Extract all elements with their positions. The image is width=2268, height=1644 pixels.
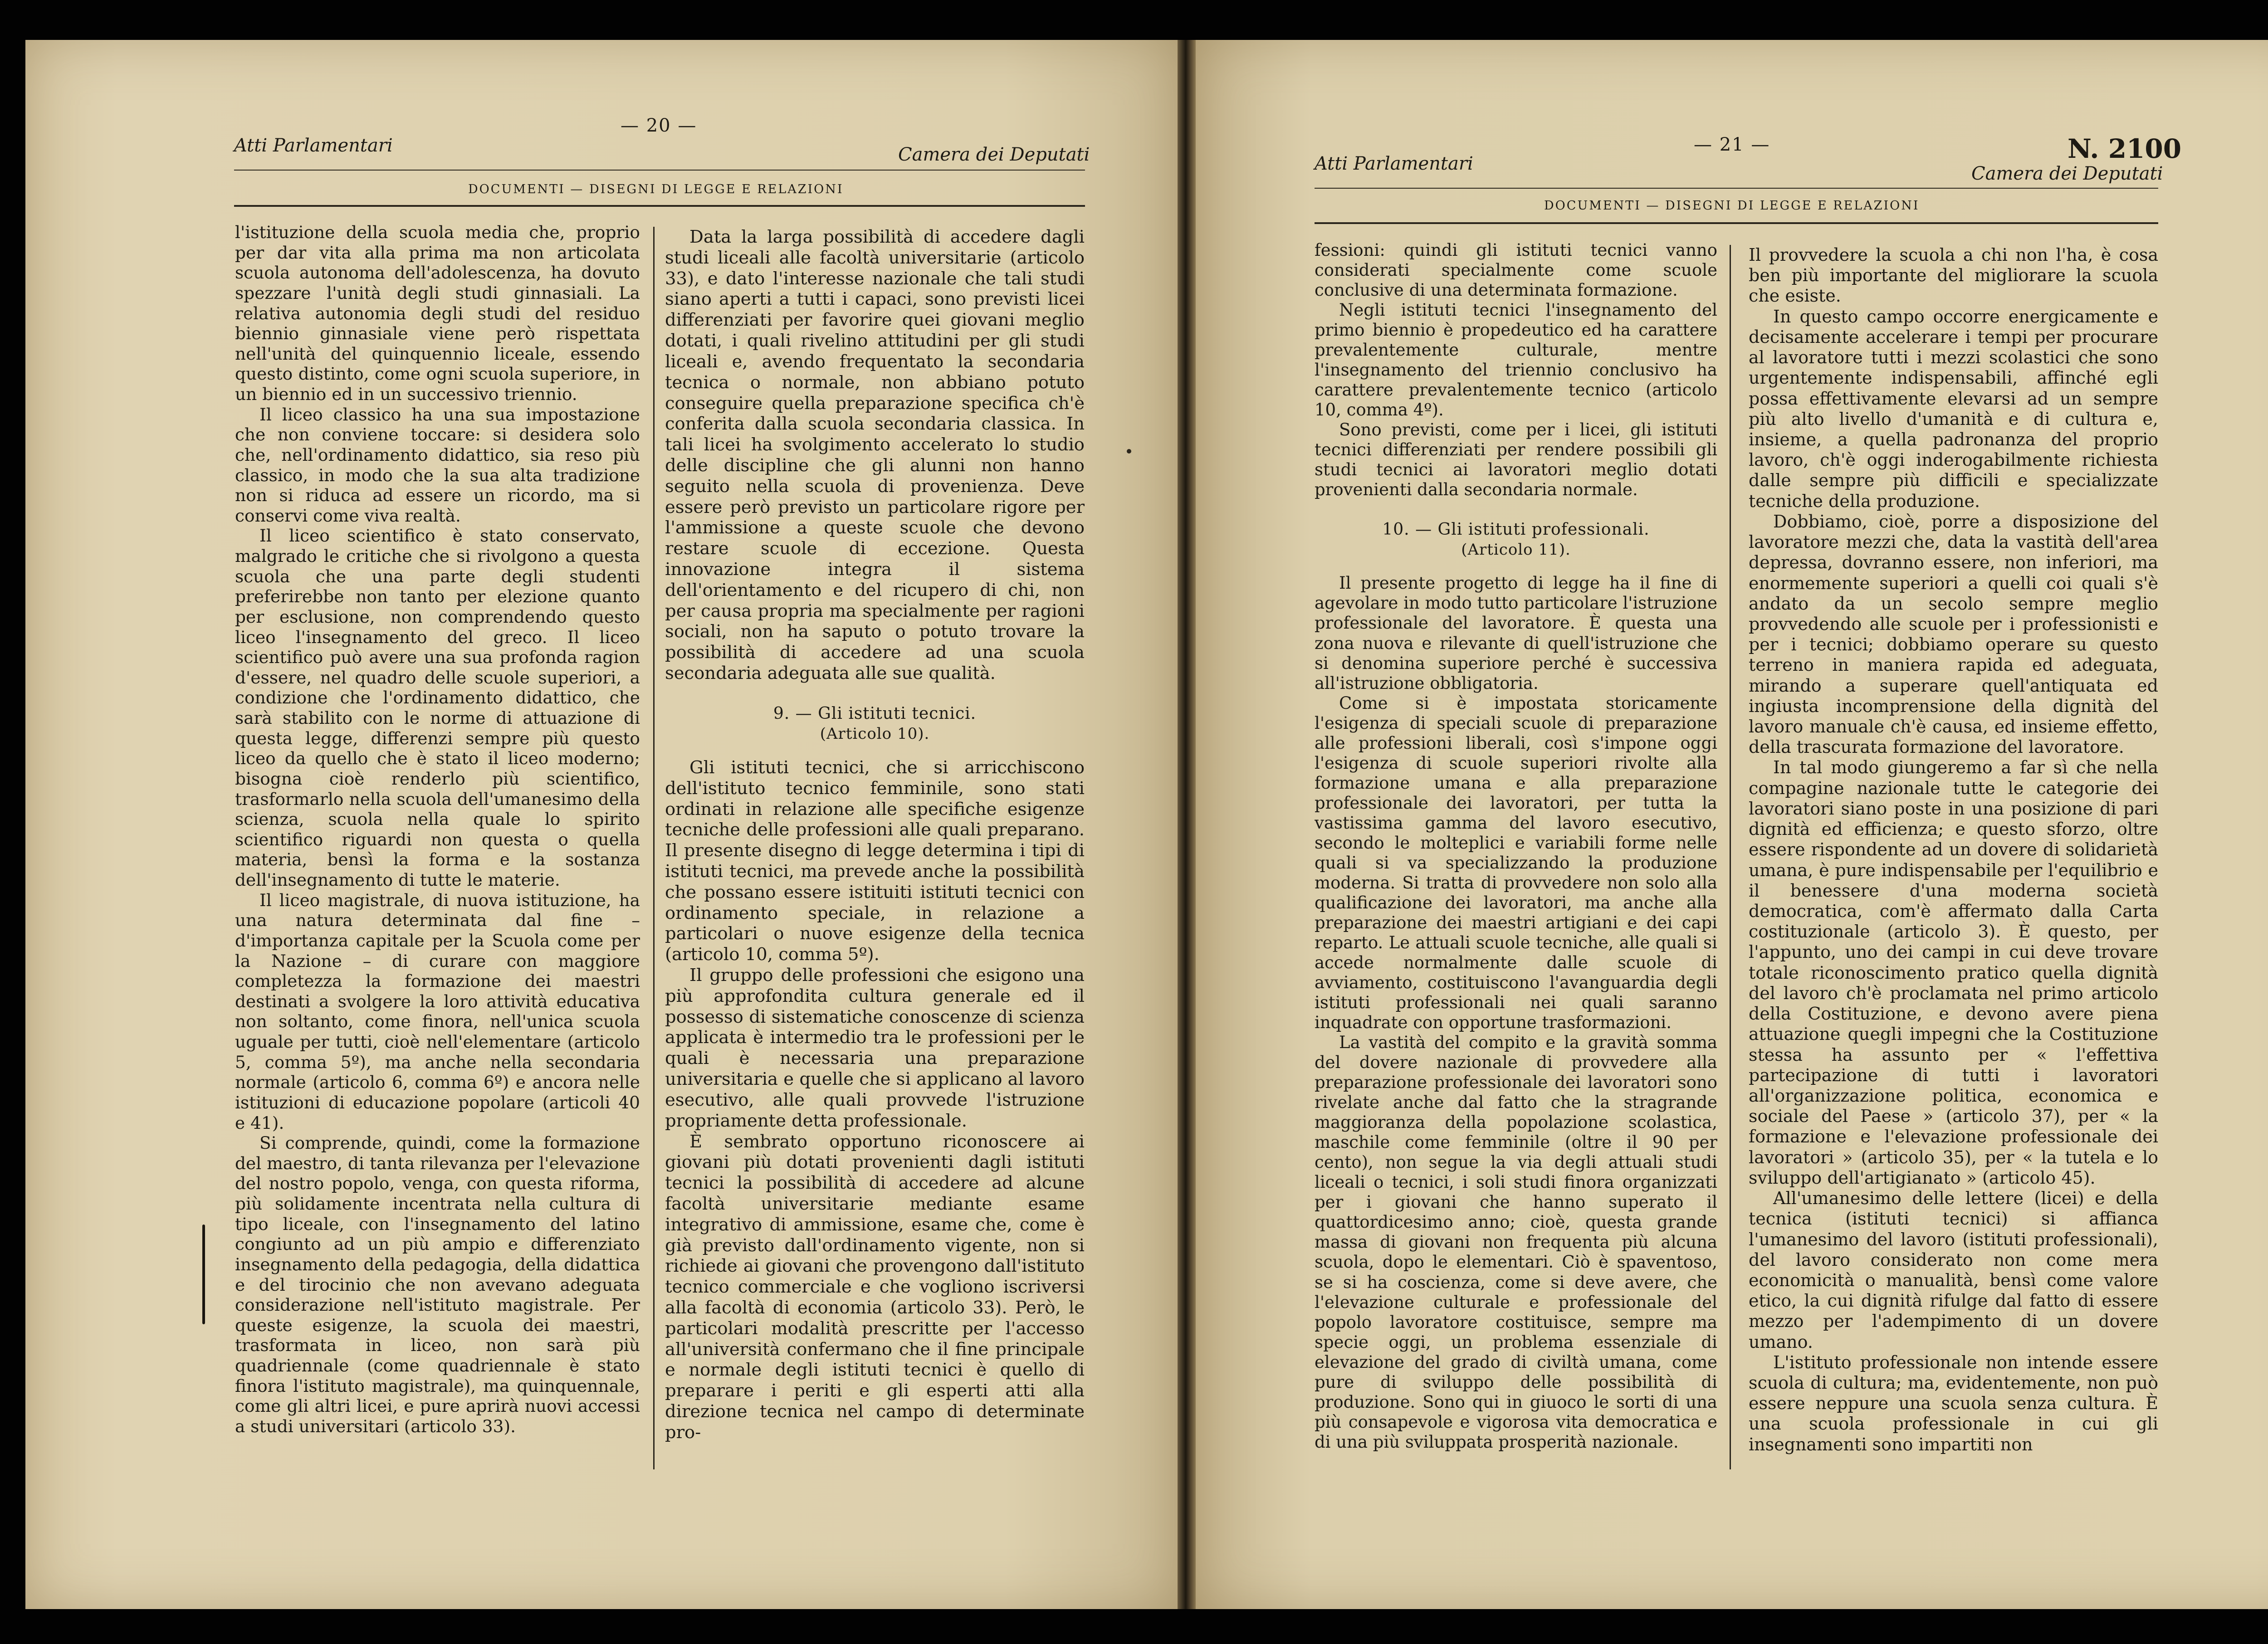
paragraph: Il liceo scientifico è stato conservato, malgrado le critiche che si rivolgono a questa scuola che una parte degli studenti preferirebbe non tanto per elezione quanto per esclusione, non comprendendo questo liceo l'insegnamento del greco. Il liceo scientifico può avere una sua profonda ragion d'essere, nel quadro delle scuole superiori, a condizione che l'ordinamento didattico, che sarà stabilito con le norme di attuazione di questa legge, differenzi sempre più questo liceo da quello che è stato il liceo moderno; bisogna cioè renderlo più scientifico, trasformarlo nella scuola dell'umanesimo della scienza, scuola nella quale lo spirito scientifico riguardi non questa o quella materia, bensì la forma e la sostanza dell'insegnamento di tutte le materie. — [235, 526, 640, 890]
chamber-title: Camera dei Deputati — [898, 144, 1090, 165]
chamber-title: Camera dei Deputati — [1971, 163, 2163, 184]
paragraph: l'istituzione della scuola media che, proprio per dar vita alla prima ma non articolata scuola autonoma dell'adolescenza, ha dovuto spezzare l'unità degli studi ginnasiali. La relativa autonomia degli studi del residuo biennio ginnasiale viene però rispettata nell'unità del quinquennio liceale, essendo questo distinto, come ogni scuola superiore, in un biennio ed in un successivo triennio. — [235, 222, 640, 404]
paragraph: All'umanesimo delle lettere (licei) e della tecnica (istituti tecnici) si affianca l'umanesimo del lavoro (istituti professionali), del lavoro considerato non come mera economicità o manualità, bensì come valore etico, la cui dignità rifulge dal fatto di essere mezzo per l'adempimento di un dovere umano. — [1749, 1188, 2158, 1352]
header-rule-top — [234, 170, 1085, 171]
publication-title: Atti Parlamentari — [1315, 153, 1473, 174]
section-10-heading — [1315, 520, 1717, 560]
document-number: N. 2100 — [2068, 133, 2182, 164]
section-10-article: (Articolo 11). — [1461, 541, 1571, 559]
paragraph: Gli istituti tecnici, che si arricchiscono dell'istituto tecnico femminile, sono stati ordinati in relazione alle specifiche esigenze tecniche delle professioni alle quali preparano. Il presente disegno di legge determina i tipi di istituti tecnici, ma prevede anche la possibilità che possano essere istituiti istituti tecnici con ordinamento speciale, in relazione a particolari o nuove esigenze della tecnica (articolo 10, comma 5º). — [665, 757, 1085, 965]
margin-mark — [202, 1224, 205, 1324]
page-number: — 21 — — [1694, 134, 1770, 155]
paragraph: Il liceo classico ha una sua impostazione che non conviene toccare: si desidera solo che, nell'ordinamento didattico, sia reso più classico, in modo che la sua alta tradizione non si riduca ad essere un ricordo, ma si conservi come viva realtà. — [235, 404, 640, 526]
header-rule-bottom — [234, 205, 1085, 207]
text-column-2 — [665, 227, 1085, 1469]
column-separator — [1730, 245, 1731, 1469]
text-column-3 — [1315, 240, 1717, 1474]
paragraph: Data la larga possibilità di accedere dagli studi liceali alle facoltà universitarie (articolo 33), e dato l'interesse nazionale che tali studi siano aperti a tutti i capaci, sono previsti licei differenziati per favorire quei giovani meglio dotati, i quali rivelino attitudini per gli studi liceali e, avendo frequentato la secondaria tecnica o normale, non abbiano potuto conseguire quella preparazione specifica ch'è conferita dalla scuola secondaria classica. In tali licei ha svolgimento accelerato lo studio delle discipline che gli alunni non hanno seguito nella scuola di provenienza. Deve essere però previsto un particolare rigore per l'ammissione a queste scuole che devono restare scuole di eccezione. Questa innovazione integra il sistema dell'orientamento e del ricupero di chi, non per causa propria ma specialmente per ragioni sociali, non ha saputo o potuto trovare la possibilità di accedere ad una scuola secondaria adeguata alle sue qualità. — [665, 227, 1085, 684]
paragraph: Si comprende, quindi, come la formazione del maestro, di tanta rilevanza per l'elevazione del nostro popolo, venga, con questa riforma, più solidamente incentrata nella cultura di tipo liceale, con l'insegnamento del latino congiunto ad un più ampio e differenziato insegnamento della pedagogia, della didattica e del tirocinio che non avevano adeguata considerazione nell'istituto magistrale. Per queste esigenze, la scuola dei maestri, trasformata in liceo, non sarà più quadriennale (come quadriennale è stato finora l'istituto magistrale), ma quinquennale, come gli altri licei, e pure aprirà nuovi accessi a studi universitari (articolo 33). — [235, 1133, 640, 1436]
column-separator — [653, 227, 655, 1469]
text-column-1 — [235, 222, 640, 1465]
ink-dot — [1127, 449, 1131, 454]
book-gutter — [1178, 40, 1196, 1609]
section-heading: DOCUMENTI — DISEGNI DI LEGGE E RELAZIONI — [468, 182, 844, 196]
header-rule-top — [1315, 188, 2158, 189]
section-9-title: 9. — Gli istituti tecnici. — [773, 704, 977, 723]
paragraph: Il presente progetto di legge ha il fine di agevolare in modo tutto particolare l'istruzione professionale del lavoratore. È questa una zona nuova e rilevante di quell'istruzione che si denomina superiore perché è successiva all'istruzione obbligatoria. — [1315, 573, 1717, 693]
section-heading: DOCUMENTI — DISEGNI DI LEGGE E RELAZIONI — [1544, 199, 1920, 213]
paragraph: La vastità del compito e la gravità somma del dovere nazionale di provvedere alla preparazione professionale dei lavoratori sono rivelate anche dal fatto che la stragrande maggioranza della popolazione scolastica, maschile come femminile (oltre il 90 per cento), non segue la via degli attuali studi liceali o tecnici, i soli studi finora organizzati per i giovani che hanno superato il quattordicesimo anno; cioè, questa grande massa di giovani non frequenta più alcuna scuola, dopo le elementari. Ciò è spaventoso, se si ha coscienza, come si deve avere, che l'elevazione culturale e professionale del popolo lavoratore costituisce, sempre ma specie oggi, un problema essenziale di elevazione del grado di civiltà umana, come pure di sviluppo delle possibilità di produzione. Sono qui in giuoco le sorti di una più consapevole e vigorosa vita democratica e di una più sviluppata prosperità nazionale. — [1315, 1033, 1717, 1452]
paragraph: Il liceo magistrale, di nuova istituzione, ha una natura determinata dal fine – d'importanza capitale per la Scuola come per la Nazione – di curare con maggiore completezza la formazione dei maestri destinati a svolgere la loro attività educativa non soltanto, come finora, nell'unica scuola uguale per tutti, cioè nell'elementare (articolo 5, comma 5º), ma anche nella secondaria normale (articolo 6, comma 6º) e ancora nelle istituzioni di educazione popolare (articoli 40 e 41). — [235, 890, 640, 1133]
paragraph: Negli istituti tecnici l'insegnamento del primo biennio è propedeutico ed ha carattere prevalentemente culturale, mentre l'insegnamento del triennio conclusivo ha carattere prevalentemente tecnico (articolo 10, comma 4º). — [1315, 300, 1717, 420]
paragraph: Il provvedere la scuola a chi non l'ha, è cosa ben più importante del migliorare la scuola che esiste. — [1749, 245, 2158, 306]
paragraph: In questo campo occorre energicamente e decisamente accelerare i tempi per procurare al lavoratore tutti i mezzi scolastici che sono urgentemente indispensabili, affinché egli possa effettivamente elevarsi ad un sempre più alto livello d'umanità e di cultura e, insieme, a quella padronanza del proprio lavoro, ch'è oggi inderogabilmente richiesta dalle sempre più difficili e specializzate tecniche della produzione. — [1749, 306, 2158, 511]
paragraph: L'istituto professionale non intende essere scuola di cultura; ma, evidentemente, non può essere neppure una scuola senza cultura. È una scuola professionale in cui gli insegnamenti sono impartiti non — [1749, 1352, 2158, 1454]
section-9-article: (Articolo 10). — [820, 724, 930, 743]
header-rule-bottom — [1315, 222, 2158, 224]
publication-title: Atti Parlamentari — [234, 135, 393, 156]
text-column-4 — [1749, 245, 2158, 1474]
paragraph: È sembrato opportuno riconoscere ai giovani più dotati provenienti dagli istituti tecnici la possibilità di accedere ad alcune facoltà universitarie mediante esame integrativo di ammissione, esame che, come è già previsto dall'ordinamento vigente, non si richiede ai giovani che provengono dall'istituto tecnico commerciale e che vogliono iscriversi alla facoltà di economia (articolo 33). Però, le particolari modalità prescritte per l'accesso all'università confermano che il fine principale e normale degli istituti tecnici è quello di preparare i periti e gli esperti atti alla direzione tecnica nel campo di determinate pro- — [665, 1131, 1085, 1443]
paragraph: fessioni: quindi gli istituti tecnici vanno considerati specialmente come scuole conclusive di una determinata formazione. — [1315, 240, 1717, 300]
paragraph: Come si è impostata storicamente l'esigenza di speciali scuole di preparazione alle professioni liberali, così s'impone oggi l'esigenza di scuole superiori rivolte alla formazione umana e alla preparazione professionale dei lavoratori, per tutta la vastissima gamma del lavoro esecutivo, secondo le molteplici e variabili forme nelle quali si va specializzando la produzione moderna. Si tratta di provvedere non solo alla qualificazione dei lavoratori, ma anche alla preparazione dei maestri artigiani e dei capi reparto. Le attuali scuole tecniche, alle quali si accede normalmente dalle scuole di avviamento, costituiscono l'avanguardia degli istituti professionali nei quali saranno inquadrate con opportune trasformazioni. — [1315, 693, 1717, 1033]
section-10-title: 10. — Gli istituti professionali. — [1382, 520, 1650, 539]
page-number: — 20 — — [621, 115, 697, 136]
paragraph: Sono previsti, come per i licei, gli istituti tecnici differenziati per rendere possibili gli studi tecnici ai lavoratori meglio dotati provenienti dalla secondaria normale. — [1315, 420, 1717, 500]
paragraph: Il gruppo delle professioni che esigono una più approfondita cultura generale ed il possesso di sistematiche conoscenze di scienza applicata è intermedio tra le professioni per le quali è necessaria una preparazione universitaria e quelle che si applicano al lavoro esecutivo, alle quali provvede l'istruzione propriamente detta professionale. — [665, 965, 1085, 1131]
section-9-heading — [665, 704, 1085, 744]
paragraph: In tal modo giungeremo a far sì che nella compagine nazionale tutte le categorie dei lavoratori siano poste in una posizione di pari dignità ed efficienza; e questo sforzo, oltre essere rispondente ad un dovere di solidarietà umana, è pure indispensabile per l'equilibrio e il benessere d'una moderna società democratica, com'è affermato dalla Carta costituzionale (articolo 3). È questo, per l'appunto, uno dei campi in cui deve trovare totale riconoscimento pratico quella dignità del lavoro ch'è proclamata nel primo articolo della Costituzione, e devono avere piena attuazione quegli impegni che la Costituzione stessa ha assunto per « l'effettiva partecipazione di tutti i lavoratori all'organizzazione politica, economica e sociale del Paese » (articolo 37), per « la formazione e l'elevazione professionale dei lavoratori » (articolo 35), per « la tutela e lo sviluppo dell'artigianato » (articolo 45). — [1749, 757, 2158, 1188]
paragraph: Dobbiamo, cioè, porre a disposizione del lavoratore mezzi che, data la vastità dell'area depressa, dovranno essere, non inferiori, ma enormemente superiori a quelli coi quali s'è andato da un secolo sempre meglio provvedendo alle scuole per i professionisti e per i tecnici; dobbiamo operare su questo terreno in maniera rapida ed adeguata, mirando a superare quell'antiquata ed ingiusta incomprensione della dignità del lavoro manuale ch'è causa, ed insieme effetto, della trascurata formazione del lavoratore. — [1749, 511, 2158, 757]
